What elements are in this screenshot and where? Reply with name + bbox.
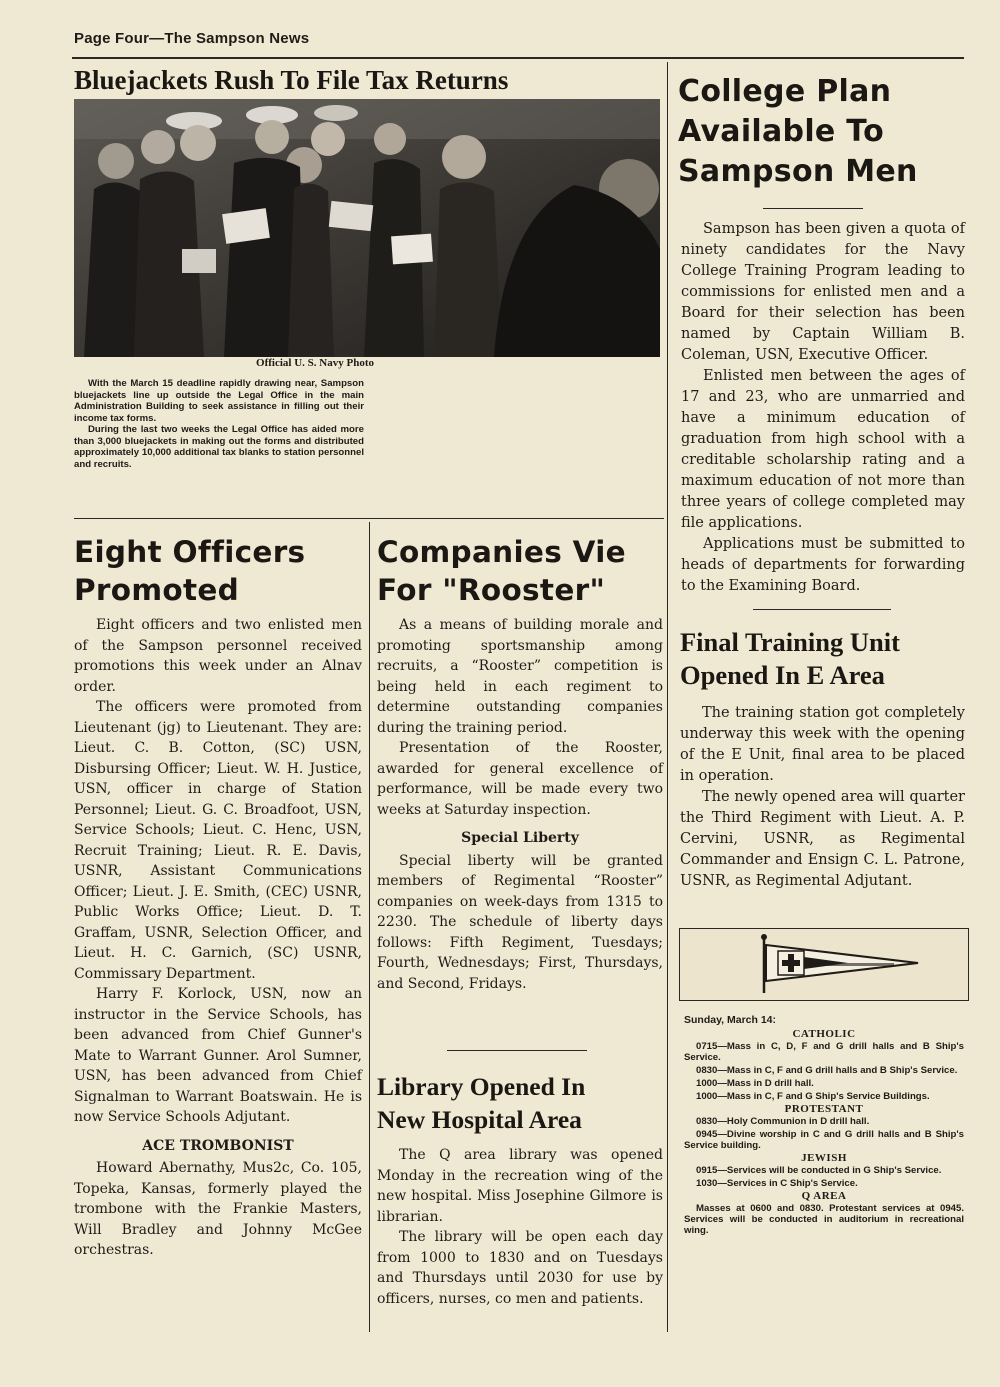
article-paragraph: The newly opened area will quarter the Third Regiment with Lieut. A. P. Cervini, USNR, as Regimental Commander and Ensign C. L. Patrone, USNR, as Regimental Adjutant. — [680, 789, 965, 889]
college-headline-line: Sampson Men — [678, 154, 918, 189]
service-item: Masses at 0600 and 0830. Protestant services at 0945. Services will be conducted in auditorium in recreational wing. — [684, 1203, 964, 1236]
services-heading-catholic: CATHOLIC — [792, 1028, 856, 1040]
training-unit-headline — [680, 626, 965, 692]
photo-story-bottom-rule — [74, 518, 664, 519]
service-item: 0830—Mass in C, F and G drill halls and B Ship's Service. — [696, 1065, 958, 1076]
officers-headline — [74, 533, 364, 609]
library-article-body — [377, 1145, 663, 1309]
caption-paragraph: With the March 15 deadline rapidly drawing near, Sampson bluejackets line up outside the Legal Office in the main Administration Building to seek assistance in filling out their income tax forms. — [74, 378, 364, 424]
officers-article-body — [74, 615, 362, 1261]
article-paragraph: Eight officers and two enlisted men of the Sampson personnel received promotions this week under an Alnav order. — [74, 617, 362, 695]
top-rule — [72, 57, 964, 59]
article-paragraph: As a means of building morale and promoting sportsmanship among recruits, a “Rooster” competition is being held in each regiment to determine outstanding companies during the training period. — [377, 617, 663, 736]
column-rule-middle — [369, 522, 370, 1332]
rooster-bottom-rule — [447, 1050, 587, 1051]
service-item: 1000—Mass in D drill hall. — [696, 1078, 814, 1089]
photo-credit: Official U. S. Navy Photo — [256, 357, 374, 369]
rooster-article-body — [377, 615, 663, 994]
page-folio: Page Four—The Sampson News — [74, 30, 310, 47]
library-headline — [377, 1070, 665, 1136]
church-pennant-icon — [680, 929, 968, 1000]
article-paragraph: The officers were promoted from Lieutenant (jg) to Lieutenant. They are: Lieut. C. B. Cotton, (SC) USN, Disbursing Officer; Lieut. W. H. Justice, USN, officer in charge of Station Personnel; Lieut. G. C. Broadfoot, USN, Service Schools; Lieut. C. Henc, USN, Recruit Training; Lieut. R. E. Davis, USNR, Assistant Communications Officer; Lieut. J. E. Smith, (CEC) USNR, Public Works Office; Lieut. D. T. Graffam, USNR, Selection Officer, and Lieut. H. C. Garnich, (SC) USNR, Commissary Department. — [74, 699, 362, 982]
college-headline-rule — [763, 208, 863, 209]
training-unit-headline-line: Opened In E Area — [680, 660, 885, 690]
college-article-body — [681, 219, 965, 597]
bluejackets-photo-illustration — [74, 99, 660, 357]
article-paragraph: The Q area library was opened Monday in the recreation wing of the new hospital. Miss Josephine Gilmore is librarian. — [377, 1147, 663, 1225]
rooster-headline-line: Companies Vie — [377, 535, 626, 569]
photo-story-headline: Bluejackets Rush To File Tax Returns — [74, 65, 509, 95]
article-paragraph: The library will be open each day from 1000 to 1830 and on Tuesdays and Thursdays until 2030 for use by officers, nurses, co men and patients. — [377, 1229, 663, 1307]
article-paragraph: Enlisted men between the ages of 17 and 23, who are unmarried and have a minimum education of graduation from high school with a creditable scholarship rating and a maximum education of not more than three years of college completed may file applications. — [681, 368, 965, 531]
services-heading-protestant: PROTESTANT — [784, 1103, 864, 1115]
rooster-subhead: Special Liberty — [461, 830, 579, 846]
article-paragraph: Sampson has been given a quota of ninety candidates for the Navy College Training Program leading to commissions for enlisted men and a Board for their selection has been named by Captain William B. Coleman, USN, Executive Officer. — [681, 221, 965, 363]
service-item: 1000—Mass in C, F and G Ship's Service Buildings. — [696, 1091, 930, 1102]
column-rule-right — [667, 62, 668, 1332]
training-unit-article-body — [680, 703, 965, 892]
services-day: Sunday, March 14: — [684, 1014, 776, 1026]
news-photo — [74, 99, 660, 357]
article-paragraph: Special liberty will be granted members of Regimental “Rooster” companies on week-days from 1315 to 2230. The schedule of liberty days follows: Fifth Regiment, Tuesdays; Fourth, Wednesdays; First, Thursdays, and Second, Fridays. — [377, 852, 663, 992]
service-item: 1030—Services in C Ship's Service. — [696, 1178, 858, 1189]
caption-paragraph: During the last two weeks the Legal Office has aided more than 3,000 bluejackets in making out the forms and distributed approximately 10,000 additional tax blanks to station personnel and recruits. — [74, 424, 364, 470]
rooster-headline — [377, 533, 665, 609]
church-services — [684, 1015, 964, 1238]
library-headline-line: New Hospital Area — [377, 1105, 582, 1134]
officers-subhead: ACE TROMBONIST — [142, 1137, 294, 1154]
article-paragraph: Howard Abernathy, Mus2c, Co. 105, Topeka, Kansas, formerly played the trombone with the Frankie Masters, Will Bradley and Johnny McGee orchestras. — [74, 1160, 362, 1258]
service-item: 0945—Divine worship in C and G drill halls and B Ship's Service building. — [684, 1129, 964, 1151]
church-pennant-box — [679, 928, 969, 1001]
college-bottom-rule — [753, 609, 891, 610]
college-headline-line: Available To — [678, 114, 884, 149]
article-paragraph: Applications must be submitted to heads of departments for forwarding to the Examining Board. — [681, 536, 965, 594]
college-headline — [678, 72, 963, 192]
services-heading-jewish: JEWISH — [801, 1152, 847, 1164]
college-headline-line: College Plan — [678, 74, 892, 109]
training-unit-headline-line: Final Training Unit — [680, 627, 900, 657]
service-item: 0830—Holy Communion in D drill hall. — [696, 1116, 870, 1127]
officers-headline-line: Promoted — [74, 573, 240, 607]
article-paragraph: The training station got completely underway this week with the opening of the E Unit, final area to be placed in operation. — [680, 705, 965, 784]
article-paragraph: Harry F. Korlock, USN, now an instructor in the Service Schools, has been advanced from Chief Gunner's Mate to Warrant Gunner. Arol Sumner, USN, has been advanced from Chief Signalman to Warrant Boatswain. He is now Service Schools Adjutant. — [74, 986, 362, 1125]
library-headline-line: Library Opened In — [377, 1072, 586, 1101]
service-item: 0715—Mass in C, D, F and G drill halls and B Ship's Service. — [684, 1041, 964, 1063]
officers-headline-line: Eight Officers — [74, 535, 306, 569]
photo-caption — [74, 378, 364, 470]
article-paragraph: Presentation of the Rooster, awarded for general excellence of performance, will be made every two weeks at Saturday inspection. — [377, 740, 663, 818]
rooster-headline-line: For "Rooster" — [377, 573, 606, 607]
service-item: 0915—Services will be conducted in G Ship's Service. — [696, 1165, 942, 1176]
services-heading-q-area: Q AREA — [801, 1190, 847, 1202]
